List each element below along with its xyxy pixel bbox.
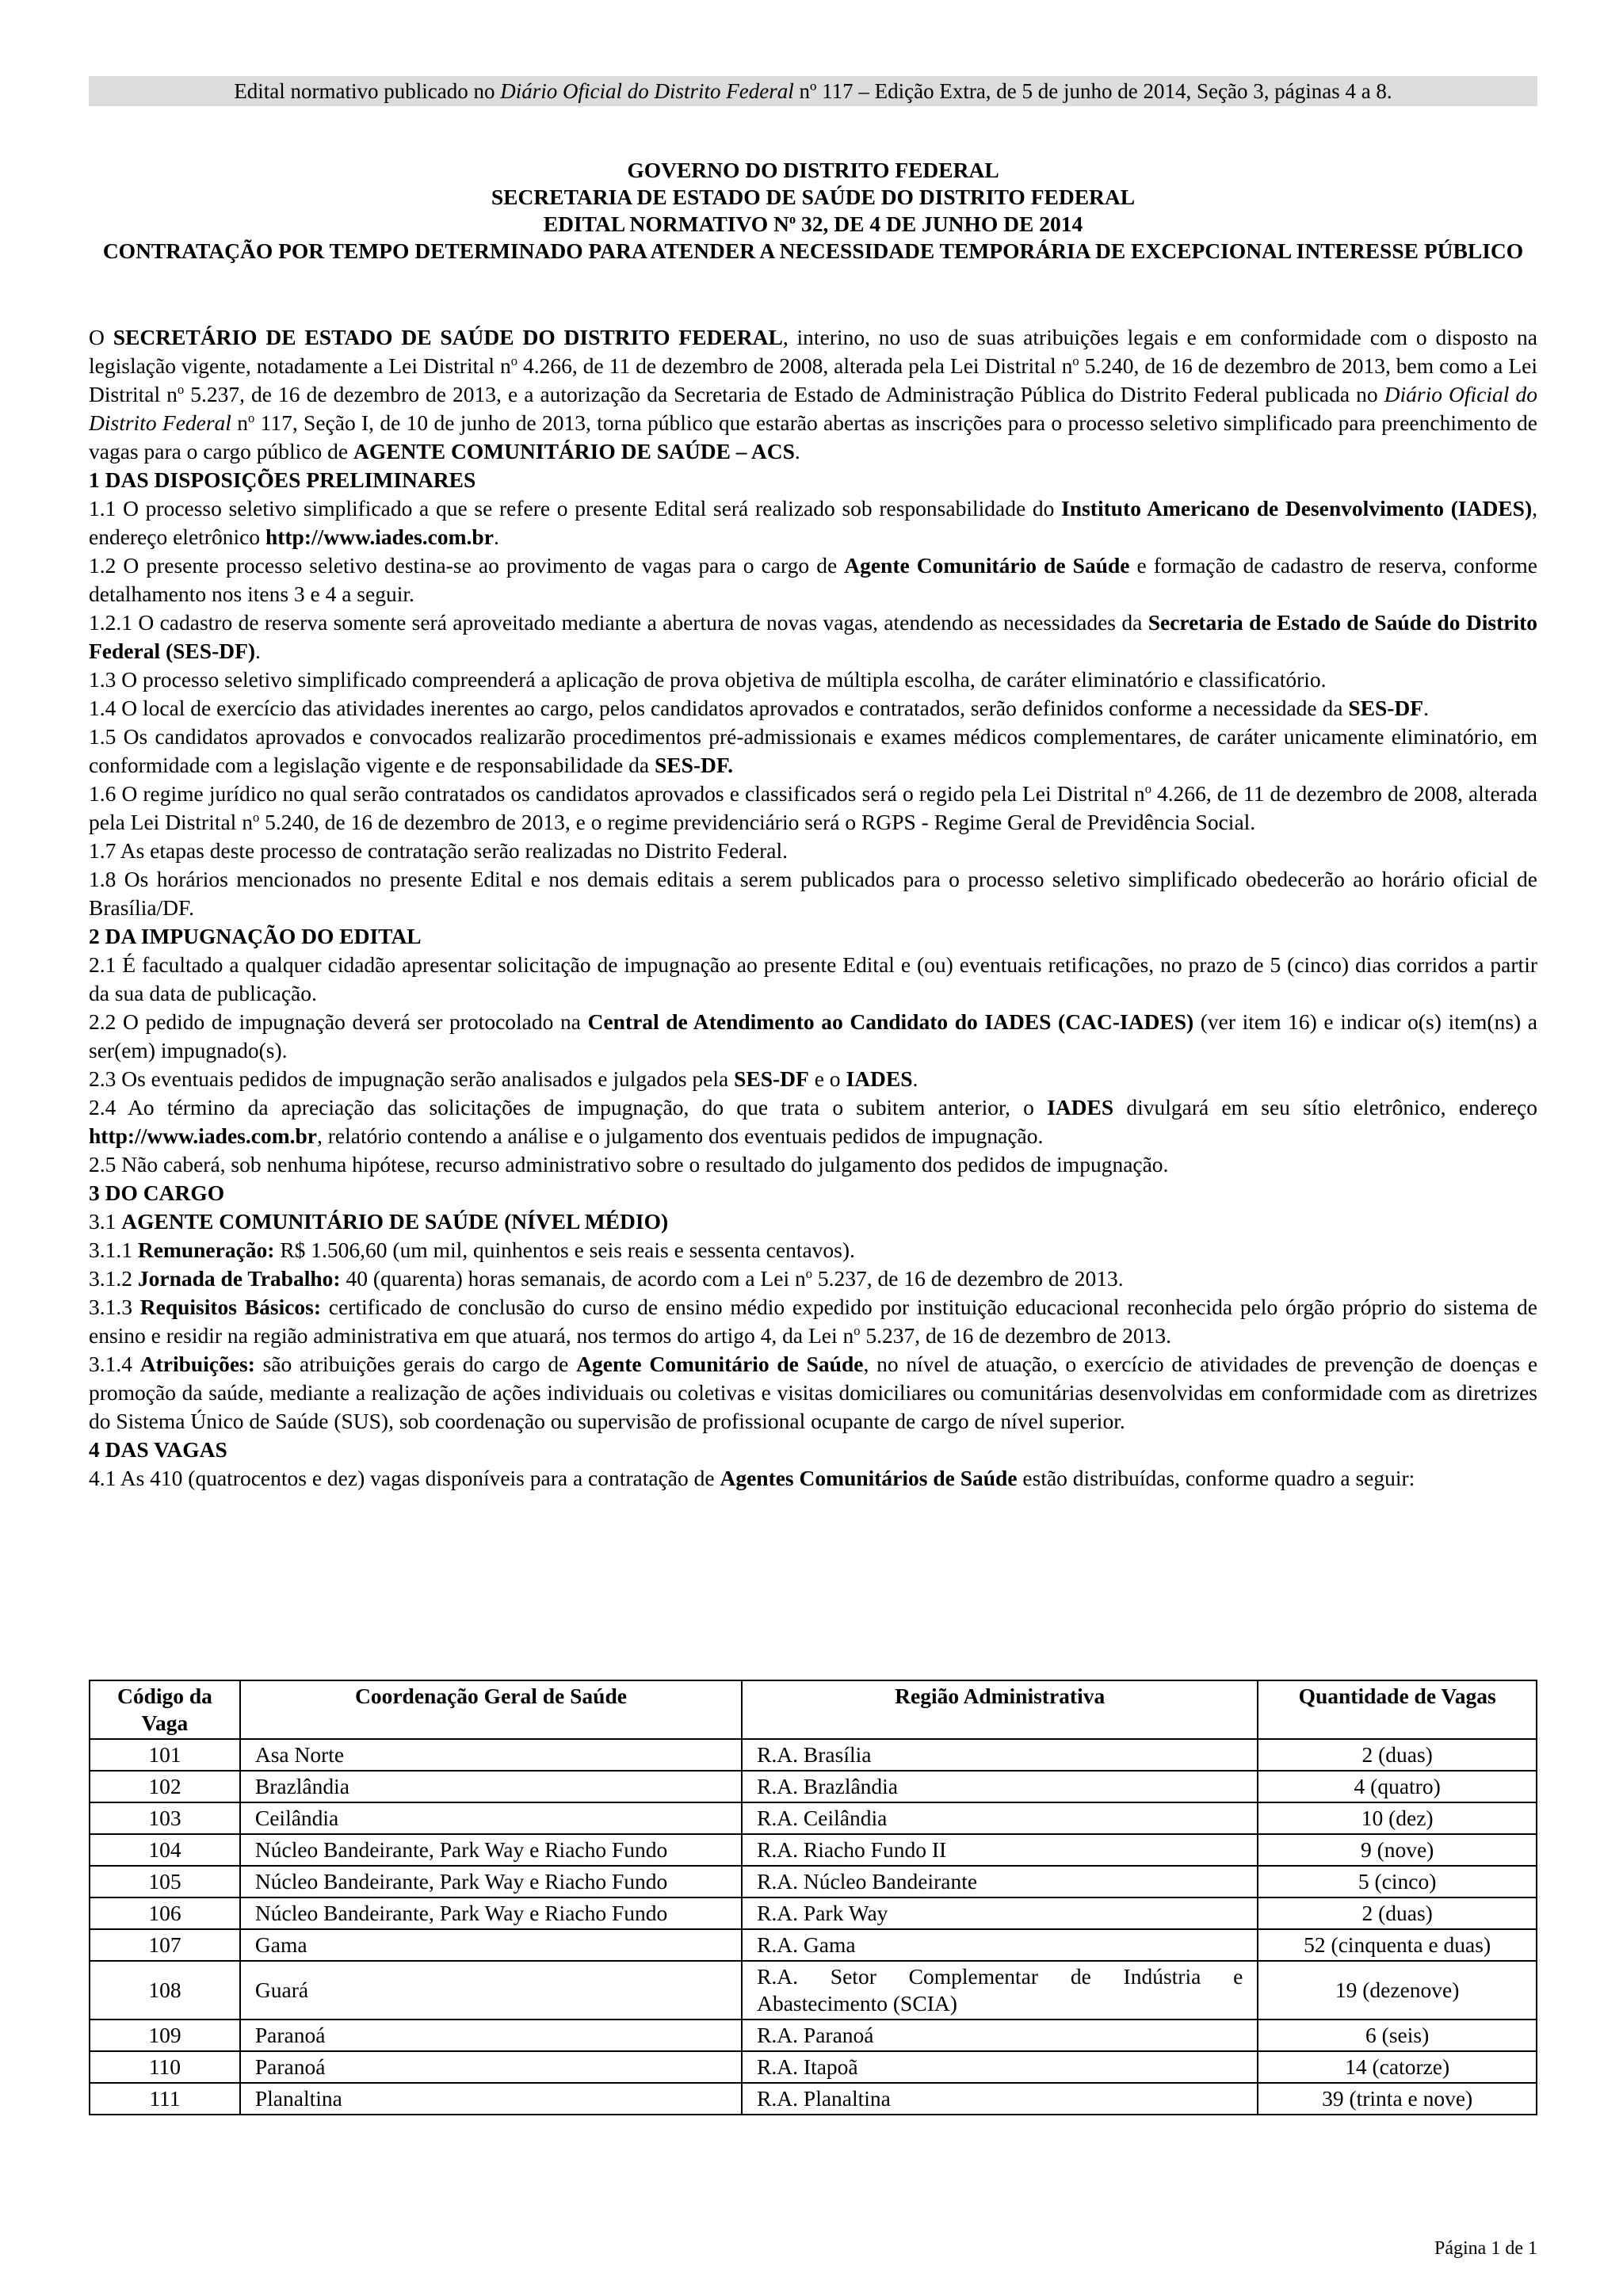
table-row (90, 1866, 1537, 1897)
cell-code: 108 (90, 1961, 240, 2019)
item-1-7: 1.7 As etapas deste processo de contratação serão realizadas no Distrito Federal. (89, 838, 788, 863)
cell-coordination: Ceilândia (240, 1802, 742, 1834)
header-code: Código da Vaga (90, 1680, 240, 1739)
item-4-1: 4.1 As 410 (quatrocentos e dez) vagas disponíveis para a contratação de Agentes Comunitários de Saúde estão distribuídas, conforme quadro a seguir: (89, 1466, 1415, 1490)
table-row (90, 1929, 1537, 1961)
cell-coordination: Núcleo Bandeirante, Park Way e Riacho Fundo (240, 1897, 742, 1929)
header-coordination: Coordenação Geral de Saúde (240, 1680, 742, 1739)
table-header-row (90, 1680, 1537, 1739)
item-1-3: 1.3 O processo seletivo simplificado compreenderá a aplicação de prova objetiva de múltipla escolha, de caráter eliminatório e classificatório. (89, 667, 1327, 692)
cell-region: R.A. Brasília (742, 1739, 1258, 1771)
table-row (90, 1739, 1537, 1771)
cell-code: 103 (90, 1802, 240, 1834)
item-2-1: 2.1 É facultado a qualquer cidadão apresentar solicitação de impugnação ao presente Edital e (ou) eventuais retificações, no prazo de 5 (cinco) dias corridos a partir da sua data de publicação. (89, 952, 1537, 1005)
cell-quantity: 6 (seis) (1258, 2019, 1537, 2051)
cell-quantity: 14 (catorze) (1258, 2051, 1537, 2083)
item-3-1: 3.1 AGENTE COMUNITÁRIO DE SAÚDE (NÍVEL MÉDIO) (89, 1209, 669, 1234)
table-row (90, 2083, 1537, 2115)
item-1-2-1: 1.2.1 O cadastro de reserva somente será aproveitado mediante a abertura de novas vagas, atendendo as necessidades da Secretaria de Estado de Saúde do Distrito Federal (SES-DF). (89, 610, 1537, 663)
cell-quantity: 4 (quatro) (1258, 1771, 1537, 1802)
item-3-1-3: 3.1.3 Requisitos Básicos: certificado de conclusão do curso de ensino médio expedido por instituição educacional reconhecida pelo órgão próprio do sistema de ensino e residir na região administrativa em que atuará, nos termos do artigo 4, da Lei $n^o$ 5.237, de 16 de dezembro de 2013. (89, 1295, 1538, 1348)
cell-quantity: 19 (dezenove) (1258, 1961, 1537, 2019)
cell-region: R.A. Itapoã (742, 2051, 1258, 2083)
cell-code: 102 (90, 1771, 240, 1802)
vacancies-table (89, 1680, 1537, 2115)
cell-code: 111 (90, 2083, 240, 2115)
preamble-paragraph: O SECRETÁRIO DE ESTADO DE SAÚDE DO DISTRITO FEDERAL, interino, no uso de suas atribuições legais e em conformidade com o disposto na legislação vigente, notadamente a Lei Distrital $n^o$ 4.266, de 11 de dezembro de 2008, alterada pela Lei Distrital $n^o$ 5.240, de 16 de dezembro de 2013, bem como a Lei Distrital $n^o$ 5.237, de 16 de dezembro de 2013, e a autorização da Secretaria de Estado de Administração Pública do Distrito Federal publicada no Diário Oficial do Distrito Federal $n^o$ 117, Seção I, de 10 de junho de 2013, torna público que estarão abertas as inscrições para o processo seletivo simplificado para preenchimento de vagas para o cargo público de AGENTE COMUNITÁRIO DE SAÚDE – ACS. (89, 325, 1537, 463)
cell-coordination: Gama (240, 1929, 742, 1961)
header-region: Região Administrativa (742, 1680, 1258, 1739)
section-4-heading: 4 DAS VAGAS (89, 1437, 227, 1462)
cell-coordination: Brazlândia (240, 1771, 742, 1802)
cell-coordination: Núcleo Bandeirante, Park Way e Riacho Fundo (240, 1866, 742, 1897)
title-edital: EDITAL NORMATIVO $N^o$ 32, DE 4 DE JUNHO DE 2014 (543, 211, 1083, 236)
section-1-heading: 1 DAS DISPOSIÇÕES PRELIMINARES (89, 467, 476, 492)
cell-code: 101 (90, 1739, 240, 1771)
item-1-4: 1.4 O local de exercício das atividades inerentes ao cargo, pelos candidatos aprovados e contratados, serão definidos conforme a necessidade da SES-DF. (89, 696, 1429, 720)
cell-region: R.A. Planaltina (742, 2083, 1258, 2115)
iades-link-text: http://www.iades.com.br (265, 524, 494, 549)
cell-region: R.A. Paranoá (742, 2019, 1258, 2051)
cell-coordination: Paranoá (240, 2051, 742, 2083)
cell-region: R.A. Park Way (742, 1897, 1258, 1929)
table-row (90, 1771, 1537, 1802)
cell-quantity: 2 (duas) (1258, 1739, 1537, 1771)
section-2-heading: 2 DA IMPUGNAÇÃO DO EDITAL (89, 924, 422, 948)
item-3-1-2: 3.1.2 Jornada de Trabalho: 40 (quarenta) horas semanais, de acordo com a Lei $n^o$ 5.237, de 16 de dezembro de 2013. (89, 1265, 1124, 1291)
cell-region: R.A. Setor Complementar de Indústria e Abastecimento (SCIA) (742, 1961, 1258, 2019)
item-2-5: 2.5 Não caberá, sob nenhuma hipótese, recurso administrativo sobre o resultado do julgamento dos pedidos de impugnação. (89, 1152, 1169, 1177)
item-2-4: 2.4 Ao término da apreciação das solicitações de impugnação, do que trata o subitem anterior, o IADES divulgará em seu sítio eletrônico, endereço http://www.iades.com.br, relatório contendo a análise e o julgamento dos eventuais pedidos de impugnação. (89, 1095, 1537, 1148)
cell-region: R.A. Riacho Fundo II (742, 1834, 1258, 1866)
item-1-1: 1.1 O processo seletivo simplificado a que se refere o presente Edital será realizado sob responsabilidade do Instituto Americano de Desenvolvimento (IADES), endereço eletrônico http://www.iades.com.br. (89, 496, 1537, 549)
cell-quantity: 10 (dez) (1258, 1802, 1537, 1834)
publication-note (89, 76, 1537, 106)
publication-note-journal: Diário Oficial do Distrito Federal (500, 79, 794, 103)
cell-coordination: Asa Norte (240, 1739, 742, 1771)
table-row (90, 1897, 1537, 1929)
item-1-6: 1.6 O regime jurídico no qual serão contratados os candidatos aprovados e classificados será o regido pela Lei Distrital $n^o$ 4.266, de 11 de dezembro de 2008, alterada pela Lei Distrital $n^o$ 5.240, de 16 de dezembro de 2013, e o regime previdenciário será o RGPS - Regime Geral de Previdência Social. (89, 780, 1537, 834)
cell-quantity: 2 (duas) (1258, 1897, 1537, 1929)
cell-coordination: Planaltina (240, 2083, 742, 2115)
publication-note-text: Edital normativo publicado no (234, 79, 501, 103)
cell-code: 109 (90, 2019, 240, 2051)
section-3-heading: 3 DO CARGO (89, 1180, 225, 1205)
title-subject: CONTRATAÇÃO POR TEMPO DETERMINADO PARA ATENDER A NECESSIDADE TEMPORÁRIA DE EXCEPCIONAL INTERESSE PÚBLICO (102, 238, 1524, 263)
table-row (90, 1802, 1537, 1834)
cell-region: R.A. Núcleo Bandeirante (742, 1866, 1258, 1897)
cell-region: R.A. Gama (742, 1929, 1258, 1961)
table-row (90, 1961, 1537, 2019)
cell-quantity: 5 (cinco) (1258, 1866, 1537, 1897)
header-quantity: Quantidade de Vagas (1258, 1680, 1537, 1739)
table-row (90, 2019, 1537, 2051)
page-number: Página 1 de 1 (1434, 2238, 1537, 2259)
cell-region: R.A. Brazlândia (742, 1771, 1258, 1802)
title-government: GOVERNO DO DISTRITO FEDERAL (627, 158, 999, 182)
cell-code: 104 (90, 1834, 240, 1866)
table-row (90, 1834, 1537, 1866)
cell-code: 105 (90, 1866, 240, 1897)
publication-note-details: nº 117 – Edição Extra, de 5 de junho de 2014, Seção 3, páginas 4 a 8. (793, 79, 1392, 103)
cell-code: 107 (90, 1929, 240, 1961)
document-body (89, 323, 1537, 1493)
cell-quantity: 39 (trinta e nove) (1258, 2083, 1537, 2115)
cell-code: 110 (90, 2051, 240, 2083)
cell-quantity: 9 (nove) (1258, 1834, 1537, 1866)
document-titles (89, 157, 1537, 265)
item-1-8: 1.8 Os horários mencionados no presente Edital e nos demais editais a serem publicados para o processo seletivo simplificado obedecerão ao horário oficial de Brasília/DF. (89, 867, 1537, 920)
item-1-2: 1.2 O presente processo seletivo destina-se ao provimento de vagas para o cargo de Agente Comunitário de Saúde e formação de cadastro de reserva, conforme detalhamento nos itens 3 e 4 a seguir. (89, 553, 1538, 606)
cell-region: R.A. Ceilândia (742, 1802, 1258, 1834)
item-1-5: 1.5 Os candidatos aprovados e convocados realizarão procedimentos pré-admissionais e exames médicos complementares, de caráter unicamente eliminatório, em conformidade com a legislação vigente e de responsabilidade da SES-DF. (89, 724, 1537, 777)
item-2-3: 2.3 Os eventuais pedidos de impugnação serão analisados e julgados pela SES-DF e o IADES. (89, 1066, 918, 1091)
cell-coordination: Paranoá (240, 2019, 742, 2051)
item-2-2: 2.2 O pedido de impugnação deverá ser protocolado na Central de Atendimento ao Candidato do IADES (CAC-IADES) (ver item 16) e indicar o(s) item(ns) a ser(em) impugnado(s). (89, 1009, 1537, 1062)
cell-coordination: Núcleo Bandeirante, Park Way e Riacho Fundo (240, 1834, 742, 1866)
cell-code: 106 (90, 1897, 240, 1929)
title-secretariat: SECRETARIA DE ESTADO DE SAÚDE DO DISTRITO FEDERAL (491, 185, 1136, 209)
cell-quantity: 52 (cinquenta e duas) (1258, 1929, 1537, 1961)
item-3-1-4: 3.1.4 Atribuições: são atribuições gerais do cargo de Agente Comunitário de Saúde, no nível de atuação, o exercício de atividades de prevenção de doenças e promoção da saúde, mediante a realização de ações individuais ou coletivas e visitas domiciliares ou comunitárias desenvolvidas em conformidade com as diretrizes do Sistema Único de Saúde (SUS), sob coordenação ou supervisão de profissional ocupante de cargo de nível superior. (89, 1352, 1538, 1433)
table-row (90, 2051, 1537, 2083)
item-3-1-1: 3.1.1 Remuneração: R$ 1.506,60 (um mil, quinhentos e seis reais e sessenta centavos). (89, 1238, 855, 1262)
cell-coordination: Guará (240, 1961, 742, 2019)
